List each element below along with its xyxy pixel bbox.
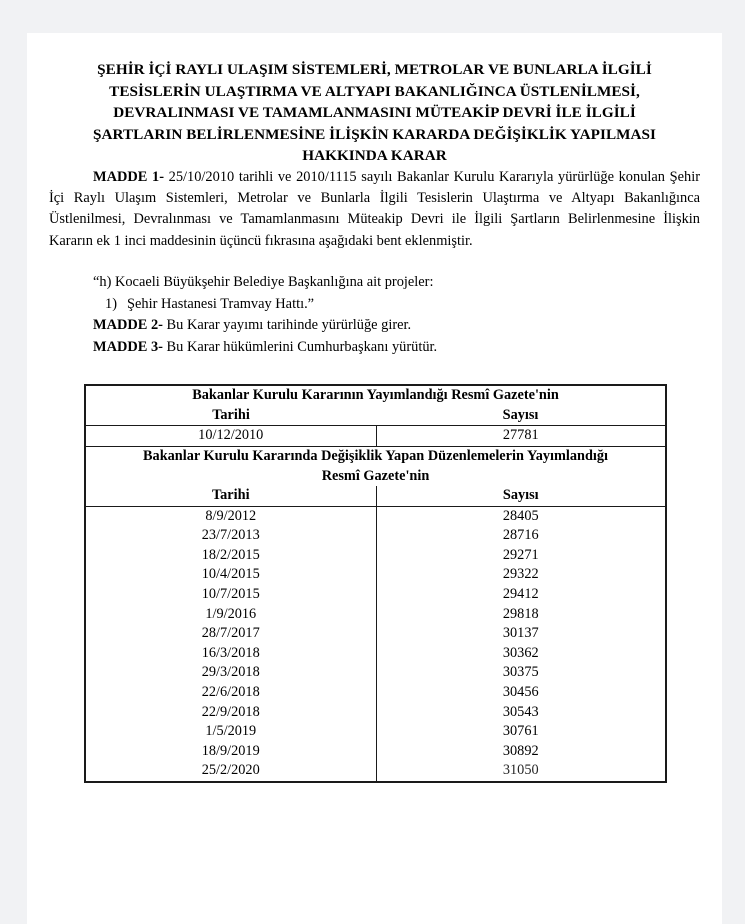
table-header-row-columns-1 — [85, 406, 666, 426]
cell-date-original: 10/12/2010 — [85, 426, 376, 447]
header-col-number-2: Sayısı — [376, 486, 666, 506]
cell-number: 30761 — [376, 722, 666, 742]
article-1-label: MADDE 1- — [93, 168, 164, 185]
table-row — [85, 683, 666, 703]
cell-number: 28716 — [376, 526, 666, 546]
cell-date: 16/3/2018 — [85, 644, 376, 664]
cell-date: 23/7/2013 — [85, 526, 376, 546]
table-row — [85, 722, 666, 742]
cell-number: 29322 — [376, 565, 666, 585]
cell-date: 10/7/2015 — [85, 585, 376, 605]
table-row — [85, 742, 666, 762]
cell-number: 30137 — [376, 624, 666, 644]
page-title-line-1: ŞEHİR İÇİ RAYLI ULAŞIM SİSTEMLERİ, METROLAR VE BUNLARLA İLGİLİ — [97, 61, 652, 78]
table-row — [85, 644, 666, 664]
cell-number: 30375 — [376, 663, 666, 683]
table-header-row-title-2a — [85, 446, 666, 466]
cell-date: 18/9/2019 — [85, 742, 376, 762]
article-2-paragraph — [49, 315, 700, 336]
table-row — [85, 624, 666, 644]
cell-date: 28/7/2017 — [85, 624, 376, 644]
header-col-date-2: Tarihi — [85, 486, 376, 506]
table-header-row-title-2b — [85, 467, 666, 487]
page-title-line-4: ŞARTLARIN BELİRLENMESİNE İLİŞKİN KARARDA DEĞİŞİKLİK YAPILMASI — [92, 125, 657, 143]
header-title-amendments-line-1: Bakanlar Kurulu Kararında Değişiklik Yapan Düzenlemelerin Yayımlandığı — [85, 446, 666, 466]
header-col-date-1: Tarihi — [85, 406, 376, 426]
header-title-amendments-line-2: Resmî Gazete'nin — [85, 467, 666, 487]
header-col-number-1: Sayısı — [376, 406, 666, 426]
table-row — [85, 546, 666, 566]
article-2-label: MADDE 2- — [93, 317, 163, 334]
page-title-line-2: TESİSLERİN ULAŞTIRMA VE ALTYAPI BAKANLIĞINCA ÜSTLENİLMESİ, — [109, 82, 640, 100]
table-row — [85, 663, 666, 683]
article-1-text: 25/10/2010 tarihli ve 2010/1115 sayılı Bakanlar Kurulu Kararıyla yürürlüğe konulan Şehir İçi Raylı Ulaşım Sistemleri, Metrolar ve Bunlarla İlgili Tesislerin Ulaştırma ve Altyapı Bakanlığınca Üstlenilmesi, Devralınması ve Tamamlanmasını Müteakip Devri ile İlgili Şartların Belirlenmesine İlişkin Kararın ek 1 inci maddesinin üçüncü fıkrasına aşağıdaki bent eklenmiştir. — [49, 168, 700, 249]
cell-number: 30362 — [376, 644, 666, 664]
article-2-text: Bu Karar yayımı tarihinde yürürlüğe girer. — [162, 317, 412, 334]
header-title-original-decision: Bakanlar Kurulu Kararının Yayımlandığı Resmî Gazete'nin — [85, 385, 666, 406]
table-row — [85, 526, 666, 546]
cell-number: 30456 — [376, 683, 666, 703]
cell-date: 8/9/2012 — [85, 506, 376, 526]
document-body — [27, 167, 722, 359]
cell-date: 29/3/2018 — [85, 663, 376, 683]
page-title-line-5: HAKKINDA KARAR — [302, 147, 447, 164]
cell-date: 10/4/2015 — [85, 565, 376, 585]
cell-date: 1/5/2019 — [85, 722, 376, 742]
table-row — [85, 426, 666, 447]
added-clause-block — [49, 272, 700, 315]
cell-number: 29412 — [376, 585, 666, 605]
cell-number: 29271 — [376, 546, 666, 566]
table-row — [85, 506, 666, 526]
table-row — [85, 585, 666, 605]
cell-date: 18/2/2015 — [85, 546, 376, 566]
cell-number: 31050 — [376, 761, 666, 782]
article-3-text: Bu Karar hükümlerini Cumhurbaşkanı yürütür. — [162, 338, 438, 355]
cell-number: 30543 — [376, 703, 666, 723]
table-header-row-title-1 — [85, 385, 666, 406]
table-row — [85, 605, 666, 625]
clause-heading: “h) Kocaeli Büyükşehir Belediye Başkanlığına ait projeler: — [93, 274, 434, 291]
table-header-row-columns-2 — [85, 486, 666, 506]
cell-number: 30892 — [376, 742, 666, 762]
cell-date: 22/9/2018 — [85, 703, 376, 723]
article-3-label: MADDE 3- — [93, 338, 163, 355]
table-row — [85, 703, 666, 723]
clause-item-1 — [49, 294, 700, 316]
cell-date: 1/9/2016 — [85, 605, 376, 625]
cell-number-original: 27781 — [376, 426, 666, 447]
article-3-paragraph — [49, 337, 700, 358]
article-1-paragraph — [49, 167, 700, 253]
clause-item-text: Şehir Hastanesi Tramvay Hattı.” — [127, 295, 315, 312]
cell-number: 28405 — [376, 506, 666, 526]
table-row — [85, 565, 666, 585]
page-title-line-3: DEVRALINMASI VE TAMAMLANMASINI MÜTEAKİP DEVRİ İLE İLGİLİ — [113, 104, 636, 121]
table-row — [85, 761, 666, 782]
page-title — [27, 33, 722, 167]
gazette-publication-table — [84, 384, 667, 783]
cell-number: 29818 — [376, 605, 666, 625]
cell-date: 25/2/2020 — [85, 761, 376, 782]
gazette-table-body — [85, 385, 666, 782]
document-page — [27, 33, 722, 924]
gazette-table-wrapper — [27, 384, 722, 783]
clause-item-number: 1) — [105, 295, 117, 312]
cell-date: 22/6/2018 — [85, 683, 376, 703]
